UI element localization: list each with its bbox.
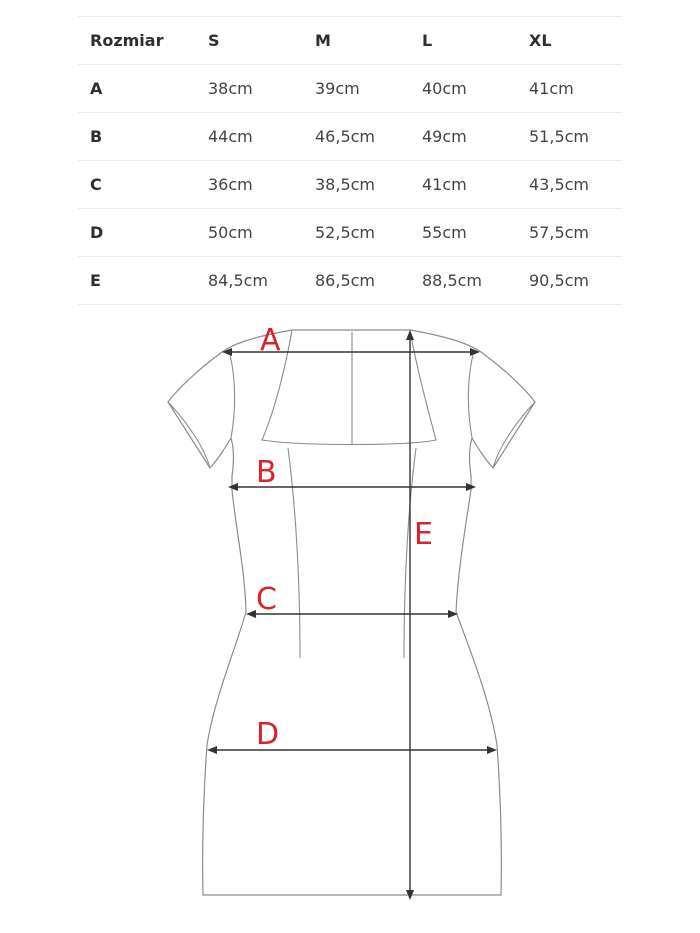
dress-measurement-diagram — [0, 300, 700, 933]
cell-a-l: 40cm — [410, 65, 517, 113]
cell-d-m: 52,5cm — [303, 209, 410, 257]
dress-outline — [168, 330, 535, 895]
cell-c-l: 41cm — [410, 161, 517, 209]
cell-b-s: 44cm — [196, 113, 303, 161]
row-label-a: A — [78, 65, 196, 113]
cell-b-m: 46,5cm — [303, 113, 410, 161]
cell-d-l: 55cm — [410, 209, 517, 257]
cell-e-xl: 90,5cm — [517, 257, 622, 305]
label-e: E — [414, 517, 433, 552]
row-label-d: D — [78, 209, 196, 257]
header-size-s: S — [196, 17, 303, 65]
row-label-e: E — [78, 257, 196, 305]
header-size-l: L — [410, 17, 517, 65]
cell-d-xl: 57,5cm — [517, 209, 622, 257]
header-size-xl: XL — [517, 17, 622, 65]
cell-b-xl: 51,5cm — [517, 113, 622, 161]
left-bodice-dart — [288, 448, 300, 658]
cell-d-s: 50cm — [196, 209, 303, 257]
cell-c-xl: 43,5cm — [517, 161, 622, 209]
measure-line-c — [246, 610, 458, 618]
table-row-b — [78, 113, 622, 161]
row-label-c: C — [78, 161, 196, 209]
row-label-b: B — [78, 113, 196, 161]
label-c: C — [256, 582, 277, 617]
measure-line-d — [207, 746, 497, 754]
label-b: B — [256, 455, 277, 490]
table-row-d — [78, 209, 622, 257]
cell-e-s: 84,5cm — [196, 257, 303, 305]
header-size-m: M — [303, 17, 410, 65]
table-row-c — [78, 161, 622, 209]
cell-b-l: 49cm — [410, 113, 517, 161]
header-size-label: Rozmiar — [78, 17, 196, 65]
cell-e-l: 88,5cm — [410, 257, 517, 305]
cell-c-s: 36cm — [196, 161, 303, 209]
label-a: A — [260, 323, 281, 358]
right-armhole-seam — [468, 355, 473, 438]
measurement-labels — [256, 323, 433, 752]
measure-line-e — [406, 330, 414, 900]
table-row-a — [78, 65, 622, 113]
label-d: D — [256, 717, 280, 752]
cell-a-s: 38cm — [196, 65, 303, 113]
cell-c-m: 38,5cm — [303, 161, 410, 209]
size-table-header-row — [78, 17, 622, 65]
left-armhole-seam — [230, 355, 235, 438]
cell-a-m: 39cm — [303, 65, 410, 113]
cell-e-m: 86,5cm — [303, 257, 410, 305]
cell-a-xl: 41cm — [517, 65, 622, 113]
table-row-e — [78, 257, 622, 305]
size-table — [78, 16, 622, 305]
